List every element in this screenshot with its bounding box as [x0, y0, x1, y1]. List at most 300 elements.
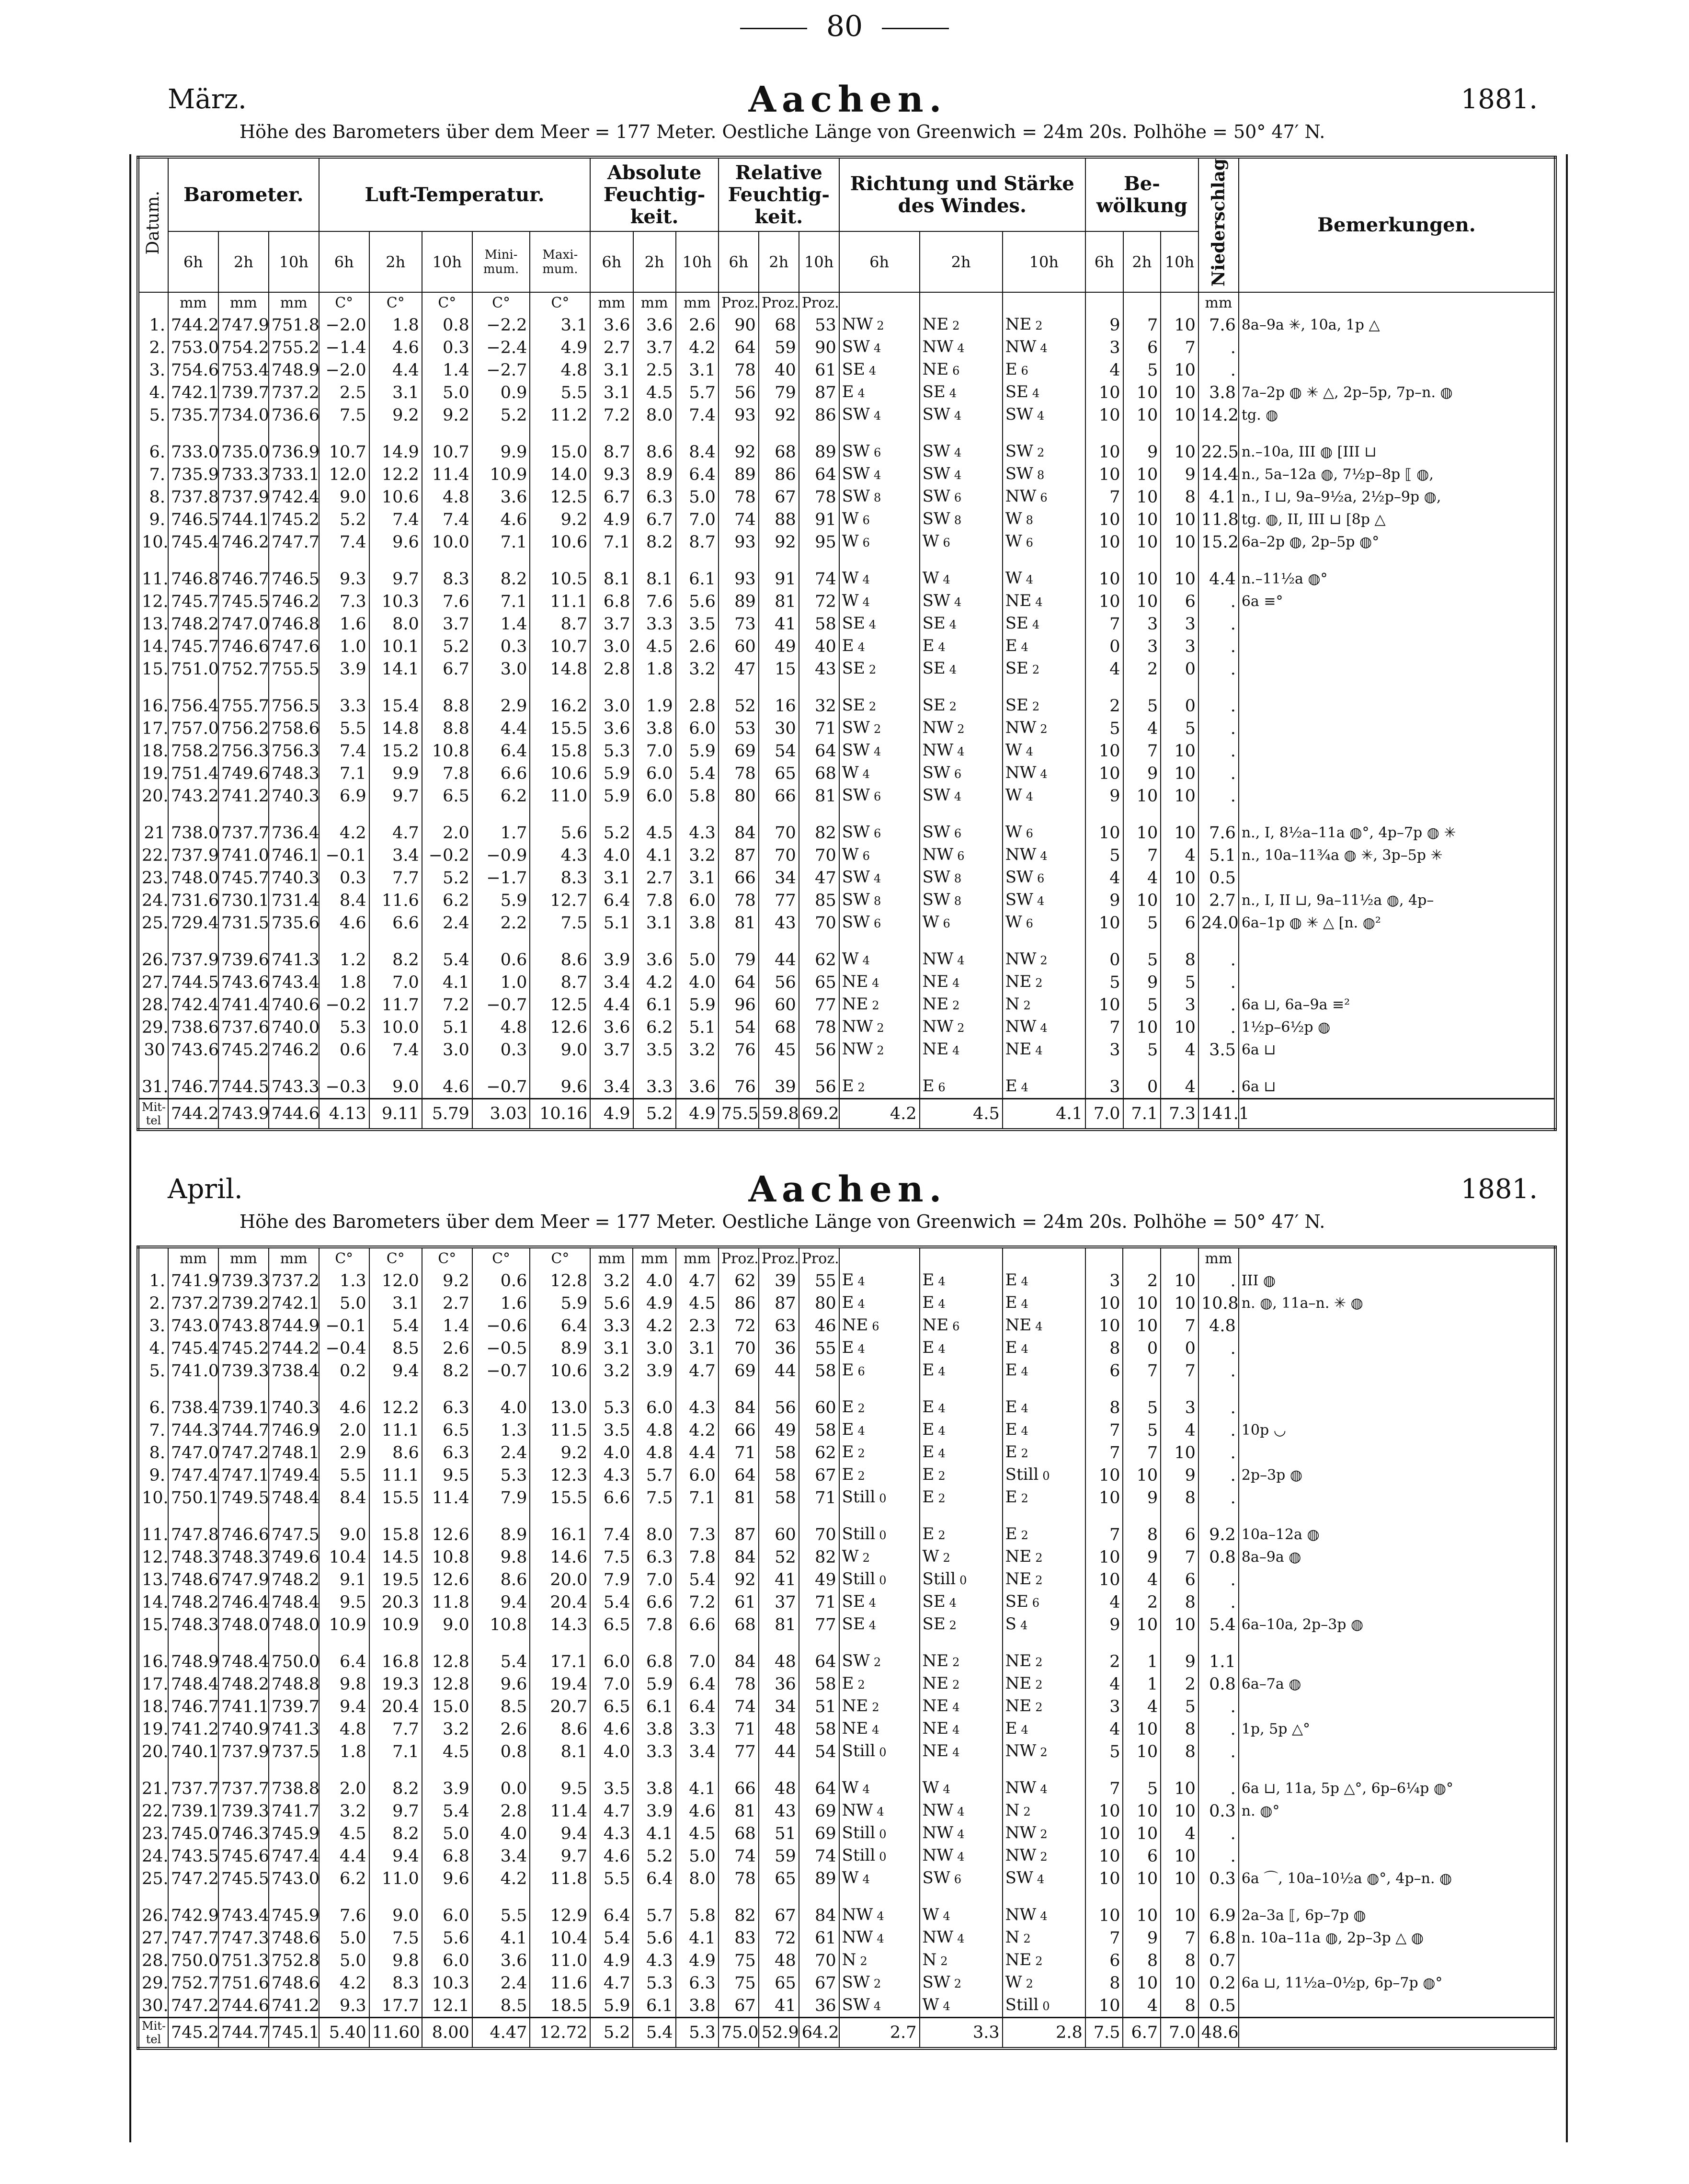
table-row — [138, 680, 1555, 717]
wind-strength: 6 — [862, 514, 870, 527]
table-row — [138, 463, 1555, 486]
unit-blank — [138, 1247, 168, 1269]
wind-strength: 4 — [872, 976, 879, 990]
baro-6h: 748.9 — [168, 1636, 218, 1673]
rel-10h: 70 — [799, 1509, 839, 1546]
rel-6h: 77 — [719, 1740, 759, 1763]
mean-rel-10h: 69.2 — [799, 1099, 839, 1130]
baro-6h: 746.8 — [168, 553, 218, 590]
wind-direction: E — [1005, 1442, 1017, 1462]
cloud-6h: 10 — [1085, 381, 1123, 404]
wind-cell — [920, 658, 1003, 680]
temp-max: 14.0 — [530, 463, 590, 486]
mean-temp-max: 10.16 — [530, 1099, 590, 1130]
wind-strength: 2 — [1035, 976, 1043, 990]
rel-6h: 47 — [719, 658, 759, 680]
mean-row — [138, 2018, 1555, 2049]
day: 27. — [138, 971, 168, 994]
day: 15. — [138, 1613, 168, 1636]
rel-6h: 90 — [719, 314, 759, 336]
baro-6h: 737.2 — [168, 1292, 218, 1315]
h10: 10h — [1003, 231, 1085, 292]
rel-6h: 93 — [719, 404, 759, 426]
wind-cell — [1003, 1718, 1085, 1740]
wind-direction: NE — [1005, 1674, 1032, 1693]
precipitation: 7.6 — [1198, 314, 1239, 336]
temp-6h: 7.1 — [319, 762, 369, 785]
wind-strength: 4 — [1021, 1365, 1028, 1378]
wind-strength: 4 — [1021, 640, 1028, 654]
station-info: Höhe des Barometers über dem Meer = 177 Meter. Oestliche Länge von Greenwich = 24m 20s. Polhöhe = 50° 47′ N. — [240, 1211, 1325, 1232]
temp-2h: 8.5 — [369, 1337, 422, 1360]
remarks — [1239, 359, 1555, 381]
temp-10h: 5.0 — [422, 1822, 472, 1845]
temp-10h: 2.6 — [422, 1337, 472, 1360]
temp-max: 5.6 — [530, 807, 590, 844]
abs-2h: 6.6 — [633, 1591, 675, 1613]
wind-strength: 4 — [1032, 387, 1040, 400]
wind-cell — [1003, 1949, 1085, 1972]
april-body — [138, 1247, 1555, 2048]
precipitation: . — [1198, 1382, 1239, 1419]
day: 18. — [138, 1695, 168, 1718]
temp-10h: 2.7 — [422, 1292, 472, 1315]
temp-10h: 15.0 — [422, 1695, 472, 1718]
wind-strength: 0 — [879, 1529, 887, 1542]
wind-strength: 6 — [862, 536, 870, 550]
wind-direction: W — [1005, 786, 1022, 805]
wind-cell — [1003, 1845, 1085, 1867]
wind-strength: 4 — [1021, 1402, 1028, 1415]
wind-strength: 2 — [873, 722, 881, 736]
table-row — [138, 717, 1555, 740]
cloud-10h: 8 — [1161, 1591, 1198, 1613]
baro-2h: 746.4 — [218, 1591, 269, 1613]
temp-max: 9.7 — [530, 1845, 590, 1867]
baro-2h: 756.3 — [218, 740, 269, 762]
abs-6h: 3.1 — [590, 359, 633, 381]
wind-cell — [920, 336, 1003, 359]
rel-10h: 64 — [799, 740, 839, 762]
wind-strength: 2 — [1040, 1746, 1048, 1759]
table-row — [138, 1509, 1555, 1546]
table-row — [138, 1740, 1555, 1763]
baro-2h: 744.6 — [218, 1994, 269, 2018]
rel-10h: 70 — [799, 912, 839, 934]
cloud-10h: 8 — [1161, 1994, 1198, 2018]
temp-10h: 5.6 — [422, 1927, 472, 1949]
wind-direction: E — [842, 1674, 854, 1693]
baro-2h: 749.6 — [218, 762, 269, 785]
temp-max: 12.5 — [530, 994, 590, 1016]
cloud-10h: 10 — [1161, 1890, 1198, 1927]
baro-10h: 736.4 — [269, 807, 319, 844]
baro-10h: 737.2 — [269, 1269, 319, 1292]
wind-strength: 6 — [873, 827, 881, 841]
rel-10h: 82 — [799, 807, 839, 844]
abs-6h: 6.0 — [590, 1636, 633, 1673]
wind-direction: NW — [1005, 1017, 1037, 1037]
temp-max: 12.5 — [530, 486, 590, 508]
abs-2h: 3.3 — [633, 1061, 676, 1099]
wind-cell — [839, 381, 920, 404]
day: 22. — [138, 1800, 168, 1822]
temp-2h: 7.5 — [369, 1927, 422, 1949]
rel-10h: 89 — [799, 1867, 839, 1890]
cloud-2h: 10 — [1123, 531, 1161, 553]
table-row — [138, 1315, 1555, 1337]
wind-cell — [1003, 1613, 1085, 1636]
temp-min: 1.6 — [472, 1292, 530, 1315]
baro-2h: 735.0 — [218, 426, 269, 463]
wind-cell — [920, 1822, 1003, 1845]
temp-10h: 3.2 — [422, 1718, 472, 1740]
rel-6h: 93 — [719, 531, 759, 553]
wind-direction: NE — [1005, 1040, 1032, 1059]
baro-6h: 737.7 — [168, 1763, 218, 1800]
temp-max: 8.9 — [530, 1337, 590, 1360]
wind-strength: 4 — [1037, 894, 1045, 908]
cloud-6h: 6 — [1085, 1949, 1123, 1972]
cloud-2h: 10 — [1123, 1613, 1161, 1636]
wind-cell — [839, 680, 920, 717]
remarks: 6a ⌒, 10a–10½a ◍°, 4p–n. ◍ — [1239, 1867, 1555, 1890]
wind-direction: SE — [922, 659, 946, 678]
baro-10h: 749.4 — [269, 1464, 319, 1486]
cloud-2h: 10 — [1123, 1822, 1161, 1845]
baro-2h: 747.0 — [218, 613, 269, 635]
cloud-2h: 7 — [1123, 314, 1161, 336]
table-row — [138, 1546, 1555, 1568]
abs-6h: 8.1 — [590, 553, 633, 590]
rel-10h: 84 — [799, 1890, 839, 1927]
wind-strength: 2 — [1040, 1828, 1048, 1841]
wind-cell — [839, 508, 920, 531]
cloud-10h: 3 — [1161, 1382, 1198, 1419]
wind-direction: W — [922, 913, 939, 932]
temp-6h: 4.2 — [319, 807, 369, 844]
temp-2h: 9.4 — [369, 1845, 422, 1867]
cloud-6h: 10 — [1085, 1890, 1123, 1927]
cloud-2h: 8 — [1123, 1509, 1161, 1546]
wind-cell — [839, 1994, 920, 2018]
temp-2h: 8.6 — [369, 1441, 422, 1464]
temp-min: 10.8 — [472, 1613, 530, 1636]
abs-6h: 3.4 — [590, 1061, 633, 1099]
precipitation: 10.8 — [1198, 1292, 1239, 1315]
day: 24. — [138, 889, 168, 912]
abs-2h: 6.2 — [633, 1016, 676, 1039]
abs-2h: 5.7 — [633, 1464, 675, 1486]
temp-6h: 2.5 — [319, 381, 369, 404]
cloud-10h: 3 — [1161, 613, 1198, 635]
wind-strength: 6 — [857, 1365, 865, 1378]
day: 3. — [138, 359, 168, 381]
temp-10h: 10.8 — [422, 1546, 472, 1568]
table-row — [138, 867, 1555, 889]
wind-direction: NE — [1005, 1547, 1032, 1566]
wind-direction: W — [922, 1778, 939, 1797]
wind-direction: NE — [922, 1315, 949, 1335]
baro-10h: 742.4 — [269, 486, 319, 508]
rel-6h: 81 — [719, 912, 759, 934]
cloud-6h: 4 — [1085, 1591, 1123, 1613]
baro-10h: 747.7 — [269, 531, 319, 553]
precipitation: 0.5 — [1198, 1994, 1239, 2018]
rel-2h: 48 — [759, 1718, 799, 1740]
rel-2h: 49 — [759, 1419, 799, 1441]
abs-6h: 5.4 — [590, 1591, 633, 1613]
wind-cell — [920, 635, 1003, 658]
baro-10h: 735.6 — [269, 912, 319, 934]
cloud-6h: 9 — [1085, 889, 1123, 912]
abs-10h: 7.8 — [676, 1546, 719, 1568]
temp-2h: 12.2 — [369, 463, 422, 486]
cloud-10h: 10 — [1161, 426, 1198, 463]
cloud-2h: 9 — [1123, 1546, 1161, 1568]
baro-2h: 745.7 — [218, 867, 269, 889]
wind-cell — [839, 1613, 920, 1636]
abs-10h: 5.9 — [676, 740, 719, 762]
rel-6h: 74 — [719, 508, 759, 531]
baro-6h: 746.5 — [168, 508, 218, 531]
rel-6h: 75 — [719, 1949, 759, 1972]
cloud-10h: 10 — [1161, 314, 1198, 336]
unit-label: mm — [168, 1247, 218, 1269]
wind-direction: SW — [922, 823, 950, 842]
wind-strength: 6 — [1026, 536, 1033, 550]
temp-10h: 12.1 — [422, 1994, 472, 2018]
cloud-10h: 10 — [1161, 740, 1198, 762]
temp-6h: −0.2 — [319, 994, 369, 1016]
remarks — [1239, 1568, 1555, 1591]
wind-strength: 4 — [868, 1596, 877, 1610]
cloud-2h: 10 — [1123, 404, 1161, 426]
temp-min: 5.5 — [472, 1890, 530, 1927]
remarks: 6a ≡° — [1239, 590, 1555, 613]
wind-cell — [1003, 381, 1085, 404]
table-row — [138, 934, 1555, 971]
temp-min: 8.5 — [472, 1695, 530, 1718]
temp-6h: 7.4 — [319, 740, 369, 762]
abs-2h: 6.1 — [633, 994, 676, 1016]
temp-2h: 8.3 — [369, 1972, 422, 1994]
abs-10h: 4.3 — [676, 1382, 719, 1419]
temp-min: 0.3 — [472, 635, 530, 658]
wind-cell — [1003, 1486, 1085, 1509]
baro-10h: 746.2 — [269, 1039, 319, 1061]
wind-strength: 6 — [943, 536, 950, 550]
precipitation: 4.1 — [1198, 486, 1239, 508]
temp-2h: 20.4 — [369, 1695, 422, 1718]
rel-10h: 78 — [799, 486, 839, 508]
baro-2h: 739.6 — [218, 934, 269, 971]
wind-cell — [1003, 1546, 1085, 1568]
day: 11. — [138, 553, 168, 590]
temp-6h: 4.6 — [319, 1382, 369, 1419]
wind-strength: 4 — [938, 1447, 946, 1460]
wind-cell — [839, 1822, 920, 1845]
cloud-2h: 0 — [1123, 1061, 1161, 1099]
wind-direction: NW — [1005, 845, 1037, 865]
rel-2h: 67 — [759, 1890, 799, 1927]
abs-2h: 5.7 — [633, 1890, 675, 1927]
cloud-10h: 8 — [1161, 486, 1198, 508]
abs-10h: 7.3 — [676, 1509, 719, 1546]
wind-direction: SE — [842, 1592, 865, 1611]
unit-label: mm — [1198, 1247, 1239, 1269]
wind-cell — [839, 590, 920, 613]
unit-label: Proz. — [799, 1247, 839, 1269]
baro-2h: 747.9 — [218, 1568, 269, 1591]
baro-6h: 742.1 — [168, 381, 218, 404]
wind-strength: 4 — [857, 1342, 865, 1356]
precipitation: . — [1198, 717, 1239, 740]
wind-cell — [1003, 844, 1085, 867]
cloud-10h: 0 — [1161, 680, 1198, 717]
baro-10h: 740.3 — [269, 1382, 319, 1419]
wind-strength: 4 — [877, 1805, 884, 1818]
wind-direction: NE — [1005, 591, 1032, 611]
mean-cloud: 7.1 — [1123, 1099, 1161, 1130]
cloud-2h: 7 — [1123, 740, 1161, 762]
wind-cell — [839, 314, 920, 336]
wind-cell — [920, 1546, 1003, 1568]
rel-2h: 81 — [759, 590, 799, 613]
precipitation: 11.8 — [1198, 508, 1239, 531]
abs-10h: 6.3 — [676, 1972, 719, 1994]
cloud-6h: 3 — [1085, 1695, 1123, 1718]
temp-min: 2.2 — [472, 912, 530, 934]
day: 23. — [138, 867, 168, 889]
cloud-6h: 10 — [1085, 1822, 1123, 1845]
abs-2h: 3.3 — [633, 613, 676, 635]
wind-strength: 4 — [862, 1873, 870, 1886]
abs-2h: 8.9 — [633, 463, 676, 486]
precipitation: . — [1198, 1464, 1239, 1486]
baro-2h: 747.2 — [218, 1441, 269, 1464]
abs-2h: 8.2 — [633, 531, 676, 553]
cloud-6h: 5 — [1085, 971, 1123, 994]
cloud-6h: 5 — [1085, 844, 1123, 867]
table-row — [138, 426, 1555, 463]
remarks — [1239, 680, 1555, 717]
baro-10h: 747.4 — [269, 1845, 319, 1867]
wind-direction: SW — [842, 1973, 870, 1992]
temp-10h: 8.8 — [422, 680, 472, 717]
table-row — [138, 1568, 1555, 1591]
wind-direction: E — [1005, 1338, 1017, 1357]
cloud-2h: 10 — [1123, 553, 1161, 590]
mean-row — [138, 1099, 1555, 1130]
abs-10h: 5.4 — [676, 762, 719, 785]
wind-strength: 6 — [954, 491, 962, 505]
table-row — [138, 1337, 1555, 1360]
unit-label: C° — [472, 1247, 530, 1269]
baro-2h: 745.2 — [218, 1337, 269, 1360]
wind-direction: NW — [842, 1905, 873, 1924]
abs-6h: 3.7 — [590, 1039, 633, 1061]
baro-2h: 747.1 — [218, 1464, 269, 1486]
temp-6h: 1.2 — [319, 934, 369, 971]
abs-6h: 5.5 — [590, 1867, 633, 1890]
unit-label: C° — [422, 292, 472, 314]
wind-strength: 2 — [868, 700, 877, 714]
baro-10h: 748.8 — [269, 1673, 319, 1695]
wind-direction: NW — [1005, 949, 1037, 969]
temp-max: 8.6 — [530, 1718, 590, 1740]
wind-cell — [920, 1382, 1003, 1419]
cloud-6h: 10 — [1085, 807, 1123, 844]
wind-strength: 4 — [949, 387, 957, 400]
wind-strength: 2 — [952, 319, 960, 333]
cloud-2h: 5 — [1123, 1382, 1161, 1419]
wind-cell — [1003, 971, 1085, 994]
wind-direction: NE — [842, 972, 868, 992]
baro-6h: 747.2 — [168, 1994, 218, 2018]
unit-blank — [920, 1247, 1003, 1269]
wind-strength: 2 — [952, 1656, 960, 1669]
temp-10h: −0.2 — [422, 844, 472, 867]
cloud-6h: 10 — [1085, 1800, 1123, 1822]
station-title: Aachen. — [748, 79, 947, 120]
day: 25. — [138, 912, 168, 934]
page-number-row — [0, 10, 1689, 43]
cloud-2h: 4 — [1123, 1568, 1161, 1591]
baro-2h: 748.2 — [218, 1673, 269, 1695]
rel-2h: 41 — [759, 1568, 799, 1591]
baro-10h: 740.6 — [269, 994, 319, 1016]
cloud-10h: 6 — [1161, 590, 1198, 613]
table-row — [138, 553, 1555, 590]
cloud-2h: 3 — [1123, 635, 1161, 658]
temp-max: 15.8 — [530, 740, 590, 762]
cloud-6h: 10 — [1085, 590, 1123, 613]
wind-direction: SW — [922, 405, 950, 424]
rel-6h: 87 — [719, 1509, 759, 1546]
rel-2h: 45 — [759, 1039, 799, 1061]
temp-2h: 5.4 — [369, 1315, 422, 1337]
temp-2h: 11.6 — [369, 889, 422, 912]
wind-strength: 4 — [952, 1746, 960, 1759]
baro-2h: 744.1 — [218, 508, 269, 531]
temp-6h: −2.0 — [319, 359, 369, 381]
cloud-10h: 10 — [1161, 1292, 1198, 1315]
rel-2h: 65 — [759, 1867, 799, 1890]
temp-6h: 7.4 — [319, 531, 369, 553]
temp-min: 4.1 — [472, 1927, 530, 1949]
unit-blank — [920, 292, 1003, 314]
wind-direction: NW — [922, 1823, 954, 1842]
wind-direction: Still — [1005, 1995, 1039, 2014]
baro-2h: 745.2 — [218, 1039, 269, 1061]
wind-direction: NE — [922, 972, 949, 992]
wind-direction: NE — [922, 1040, 949, 1059]
unit-label: C° — [319, 292, 369, 314]
rel-6h: 84 — [719, 1546, 759, 1568]
precipitation: . — [1198, 1269, 1239, 1292]
wind-cell — [920, 934, 1003, 971]
remarks — [1239, 1994, 1555, 2018]
day: 21 — [138, 807, 168, 844]
cloud-10h: 10 — [1161, 1613, 1198, 1636]
baro-10h: 749.6 — [269, 1546, 319, 1568]
temp-6h: −1.4 — [319, 336, 369, 359]
wind-direction: SE — [1005, 614, 1028, 633]
wind-strength: 2 — [943, 1551, 950, 1565]
unit-label: mm — [218, 1247, 269, 1269]
baro-2h: 744.7 — [218, 1419, 269, 1441]
